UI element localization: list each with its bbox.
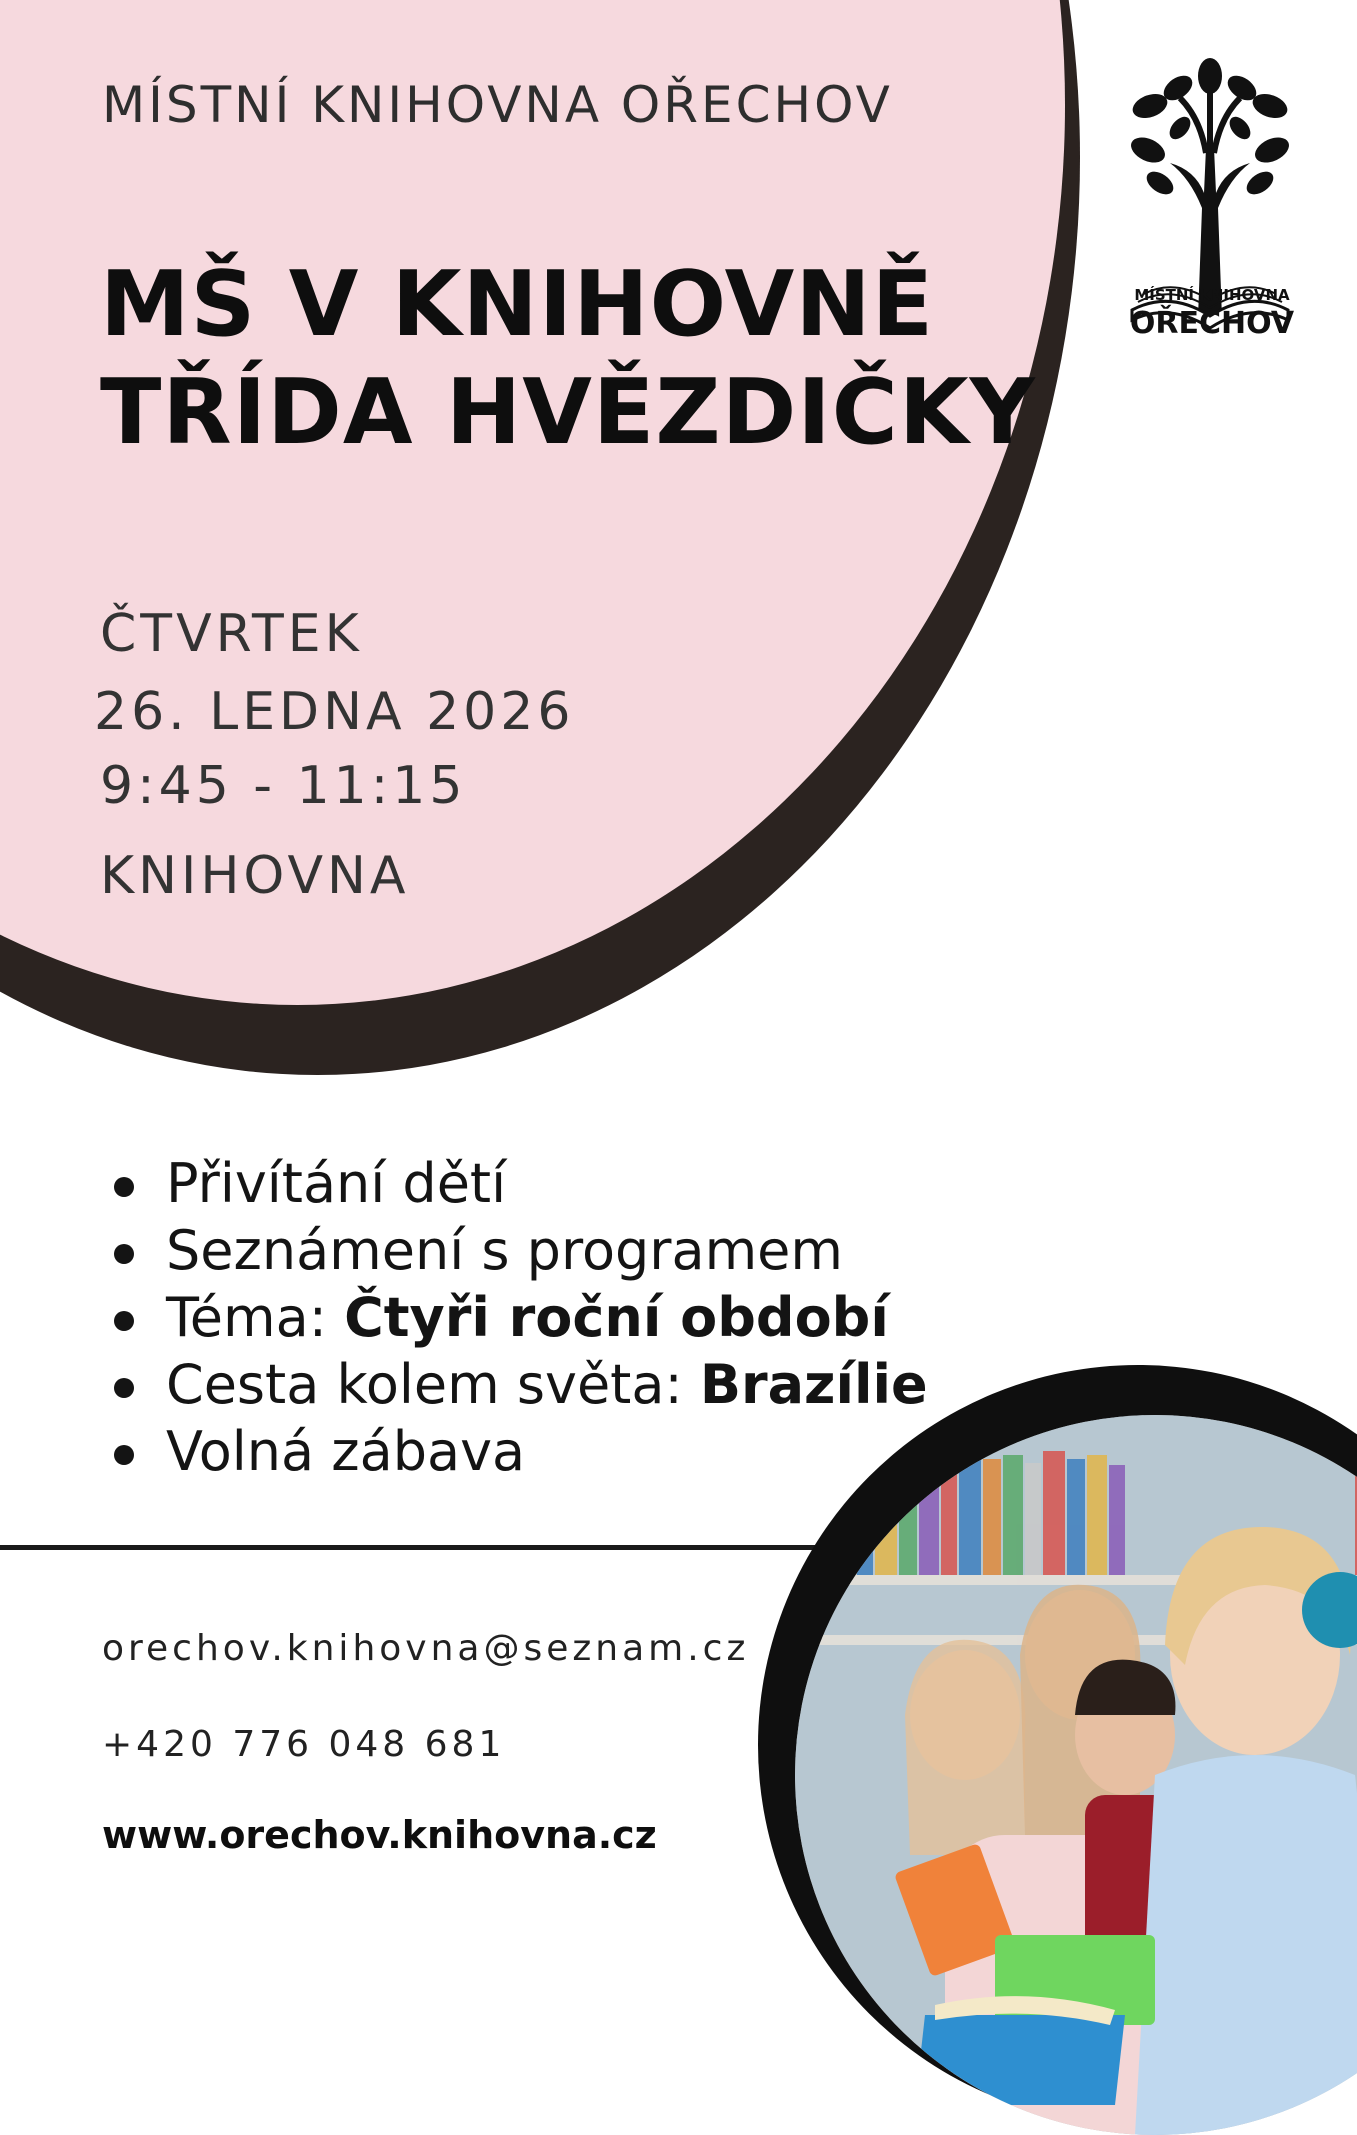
contact-email[interactable]: orechov.knihovna@seznam.cz [102, 1628, 750, 1669]
program-item-text: Volná zábava [166, 1420, 526, 1483]
program-item-text: Seznámení s programem [166, 1219, 844, 1282]
event-day: ČTVRTEK [100, 604, 363, 664]
program-item [110, 1217, 928, 1284]
contact-phone[interactable]: +420 776 048 681 [102, 1724, 506, 1765]
event-title-line-1: MŠ V KNIHOVNĚ [100, 252, 935, 357]
event-date: 26. LEDNA 2026 [94, 682, 575, 742]
library-name: MÍSTNÍ KNIHOVNA OŘECHOV [102, 76, 893, 134]
program-item [110, 1284, 928, 1351]
contact-website[interactable]: www.orechov.knihovna.cz [102, 1813, 657, 1857]
program-item-bold: Brazílie [699, 1353, 928, 1416]
program-item [110, 1418, 928, 1485]
program-item-bold: Čtyři roční období [344, 1286, 889, 1349]
section-divider [0, 1545, 840, 1550]
program-item [110, 1351, 928, 1418]
logo-caption-top: MÍSTNÍ KNIHOVNA [1134, 286, 1290, 304]
program-item [110, 1150, 928, 1217]
event-time: 9:45 - 11:15 [100, 756, 467, 816]
program-list [110, 1150, 928, 1485]
logo-caption-bottom: OŘECHOV [1129, 306, 1295, 341]
program-item-text: Cesta kolem světa: [166, 1353, 700, 1416]
event-place: KNIHOVNA [100, 846, 410, 906]
event-title-line-2: TŘÍDA HVĚZDIČKY [100, 360, 1036, 465]
program-item-text: Téma: [166, 1286, 345, 1349]
tree-book-icon [1120, 58, 1300, 348]
program-item-text: Přivítání dětí [166, 1152, 507, 1215]
